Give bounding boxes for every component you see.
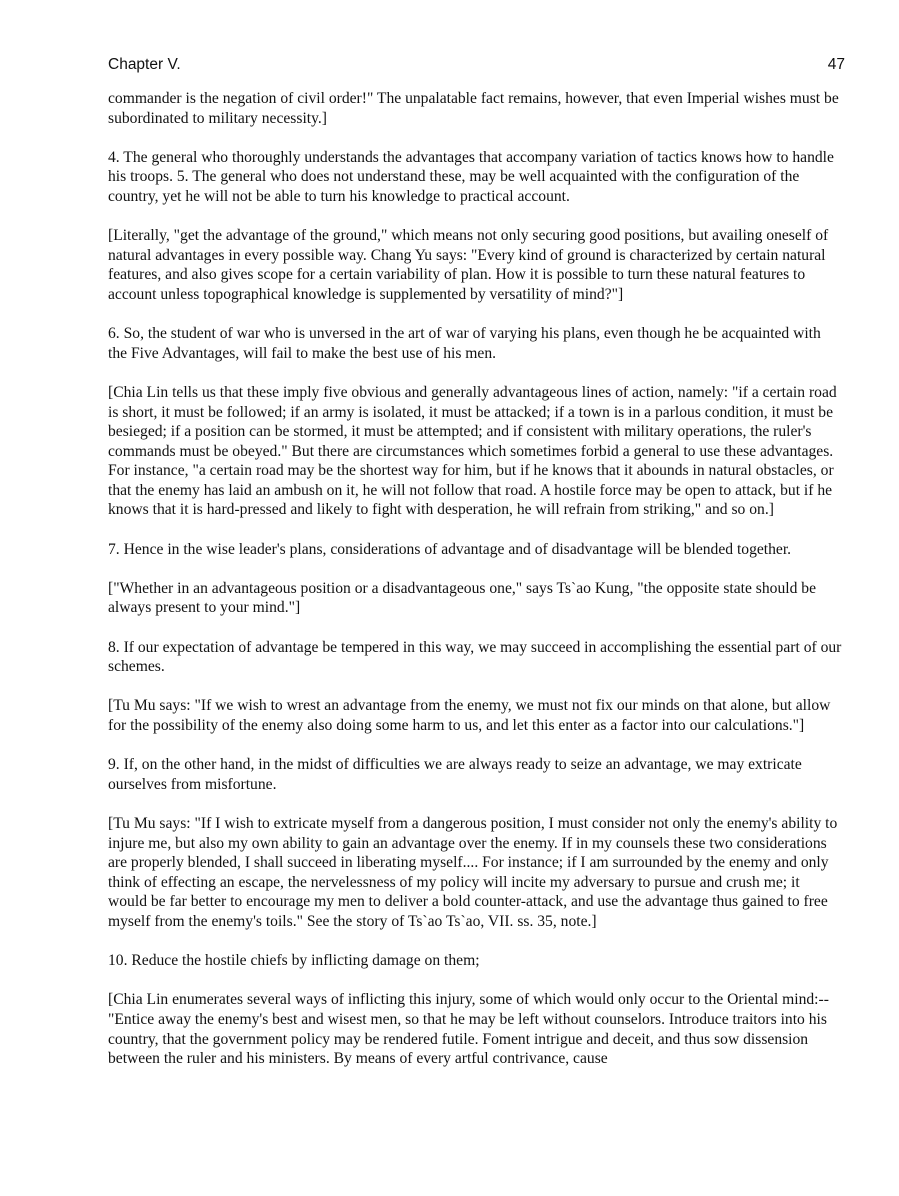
paragraph: [Chia Lin tells us that these imply five obvious and generally advantageous lines of action, namely: "if a certain road is short, it must be followed; if an army is isolated, it must be attacked; if a town is in a parlous condition, it must be besieged; if a position can be stormed, it must be attempted; and if consistent with military operations, the ruler's commands must be obeyed." But there are circumstances which sometimes forbid a general to use these advantages. For instance, "a certain road may be the shortest way for him, but if he knows that it abounds in natural obstacles, or that the enemy has laid an ambush on it, he will not follow that road. A hostile force may be open to attack, but if he knows that it is hard-pressed and likely to fight with desperation, he will refrain from striking," and so on.] bbox=[108, 383, 837, 519]
paragraph: 6. So, the student of war who is unversed in the art of war of varying his plans, even though he be acquainted with the Five Advantages, will fail to make the best use of his men. bbox=[108, 325, 821, 362]
paragraph: 7. Hence in the wise leader's plans, considerations of advantage and of disadvantage will be blended together. bbox=[108, 540, 792, 558]
paragraph: 8. If our expectation of advantage be tempered in this way, we may succeed in accomplishing the essential part of our schemes. bbox=[108, 638, 842, 676]
chapter-title: Chapter V. bbox=[108, 56, 181, 73]
paragraph: 4. The general who thoroughly understands the advantages that accompany variation of tactics knows how to handle his troops. 5. The general who does not understand these, may be well acquainted with the configuration of the country, yet he will not be able to turn his knowledge to practical account. bbox=[108, 148, 834, 205]
paragraph: 10. Reduce the hostile chiefs by inflicting damage on them; bbox=[108, 952, 480, 970]
paragraph: [Tu Mu says: "If I wish to extricate myself from a dangerous position, I must consider not only the enemy's ability to injure me, but also my own ability to gain an advantage over the enemy. If in my counsels these two considerations are properly blended, I shall succeed in liberating myself.... For instance; if I am surrounded by the enemy and only think of effecting an escape, the nervelessness of my policy will incite my adversary to pursue and crush me; it would be far better to encourage my men to deliver a bold counter-attack, and use the advantage thus gained to free myself from the enemy's toils." See the story of Ts`ao Ts`ao, VII. ss. 35, note.] bbox=[108, 814, 838, 930]
body-text bbox=[108, 89, 842, 1088]
page-header bbox=[108, 56, 845, 78]
page-number: 47 bbox=[827, 56, 845, 73]
paragraph: commander is the negation of civil order!" The unpalatable fact remains, however, that even Imperial wishes must be subordinated to military necessity.] bbox=[108, 90, 839, 127]
paragraph: 9. If, on the other hand, in the midst of difficulties we are always ready to seize an advantage, we may extricate ourselves from misfortune. bbox=[108, 756, 802, 793]
paragraph: [Tu Mu says: "If we wish to wrest an advantage from the enemy, we must not fix our minds on that alone, but allow for the possibility of the enemy also doing some harm to us, and let this enter as a factor into our calculations."] bbox=[108, 697, 831, 734]
paragraph: ["Whether in an advantageous position or a disadvantageous one," says Ts`ao Kung, "the opposite state should be always present to your mind."] bbox=[108, 579, 817, 617]
paragraph: [Chia Lin enumerates several ways of inflicting this injury, some of which would only occur to the Oriental mind:--"Entice away the enemy's best and wisest men, so that he may be left without counselors. Introduce traitors into his country, that the government policy may be rendered futile. Foment intrigue and deceit, and thus sow dissension between the ruler and his ministers. By means of every artful contrivance, cause bbox=[108, 991, 829, 1068]
paragraph: [Literally, "get the advantage of the ground," which means not only securing good positions, but availing oneself of natural advantages in every possible way. Chang Yu says: "Every kind of ground is characterized by certain natural features, and also gives scope for a certain variability of plan. How it is possible to turn these natural features to account unless topographical knowledge is supplemented by versatility of mind?"] bbox=[108, 227, 829, 303]
